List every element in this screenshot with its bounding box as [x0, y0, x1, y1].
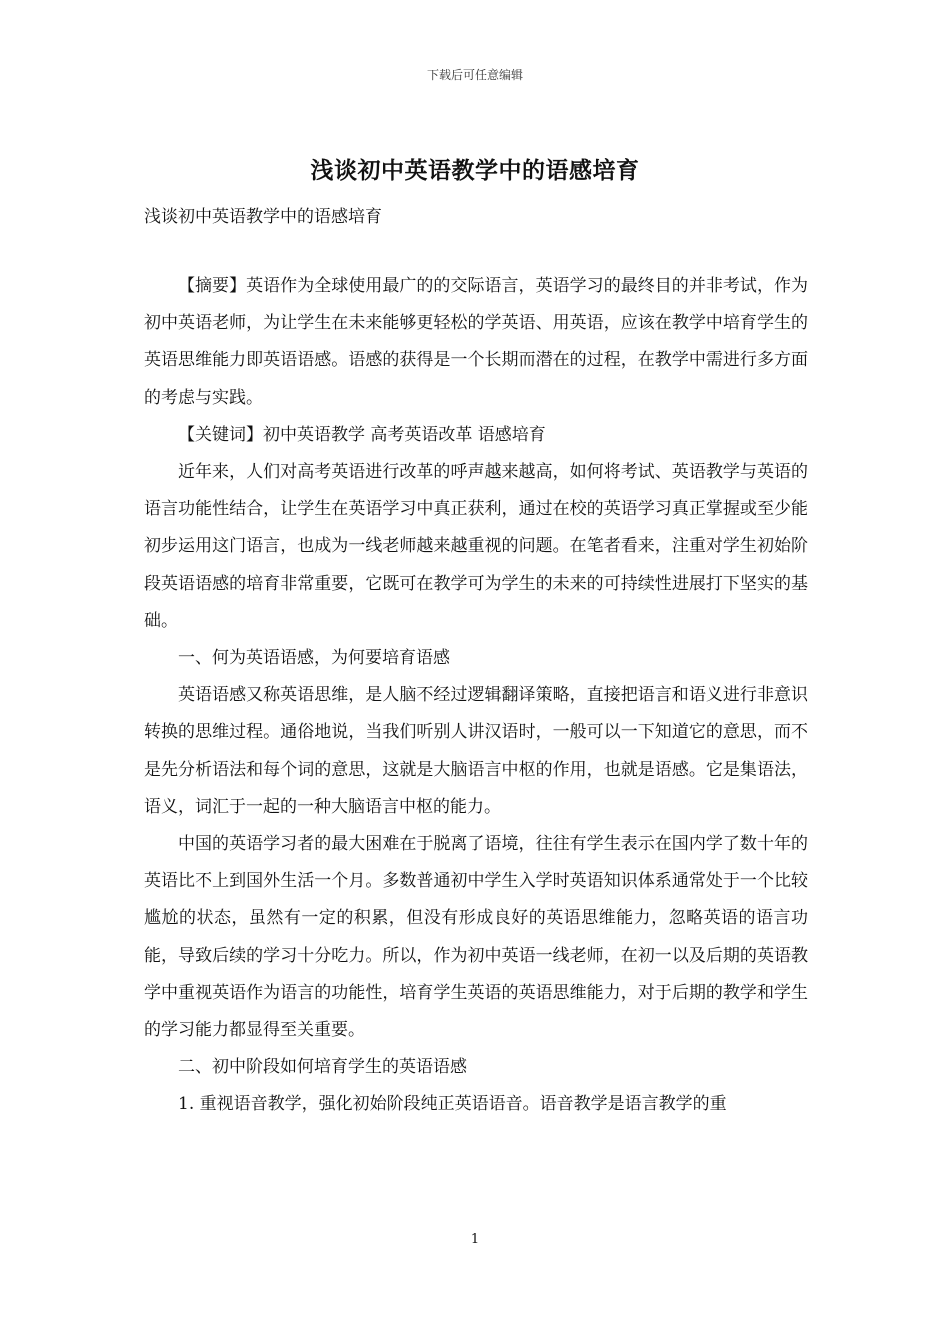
body-paragraph: 近年来，人们对高考英语进行改革的呼声越来越高，如何将考试、英语教学与英语的语言功能性结合，让学生在英语学习中真正获利，通过在校的英语学习真正掌握或至少能初步运用这门语言，也成为一线老师越来越重视的问题。在笔者看来，注重对学生初始阶段英语语感的培育非常重要，它既可在教学可为学生的未来的可持续性进展打下坚实的基础。	[144, 462, 808, 631]
document-title: 浅谈初中英语教学中的语感培育	[310, 157, 640, 184]
page-number: 1	[470, 1232, 480, 1247]
body-paragraph: 中国的英语学习者的最大困难在于脱离了语境，往往有学生表示在国内学了数十年的英语比不上到国外生活一个月。多数普通初中学生入学时英语知识体系通常处于一个比较尴尬的状态，虽然有一定的积累，但没有形成良好的英语思维能力，忽略英语的语言功能，导致后续的学习十分吃力。所以，作为初中英语一线老师，在初一以及后期的英语教学中重视英语作为语言的功能性，培育学生英语的英语思维能力，对于后期的教学和学生的学习能力都显得至关重要。	[144, 834, 808, 1041]
abstract-paragraph: 【摘要】英语作为全球使用最广的的交际语言，英语学习的最终目的并非考试，作为初中英语老师，为让学生在未来能够更轻松的学英语、用英语，应该在教学中培育学生的英语思维能力即英语语感。语感的获得是一个长期而潜在的过程，在教学中需进行多方面的考虑与实践。	[144, 276, 808, 408]
document-body	[144, 268, 808, 1124]
header-note: 下载后可任意编辑	[426, 68, 523, 82]
section-heading: 二、初中阶段如何培育学生的英语语感	[178, 1057, 467, 1078]
body-paragraph: 1. 重视语音教学，强化初始阶段纯正英语语音。语音教学是语言教学的重	[178, 1094, 727, 1115]
body-paragraph: 英语语感又称英语思维，是人脑不经过逻辑翻译策略，直接把语言和语义进行非意识转换的思维过程。通俗地说，当我们听别人讲汉语时，一般可以一下知道它的意思，而不是先分析语法和每个词的意思，这就是大脑语言中枢的作用，也就是语感。它是集语法，语义，词汇于一起的一种大脑语言中枢的能力。	[144, 685, 808, 817]
document-subtitle: 浅谈初中英语教学中的语感培育	[144, 207, 382, 227]
section-heading: 一、何为英语语感，为何要培育语感	[178, 648, 450, 669]
keywords-paragraph: 【关键词】初中英语教学 高考英语改革 语感培育	[178, 424, 546, 445]
